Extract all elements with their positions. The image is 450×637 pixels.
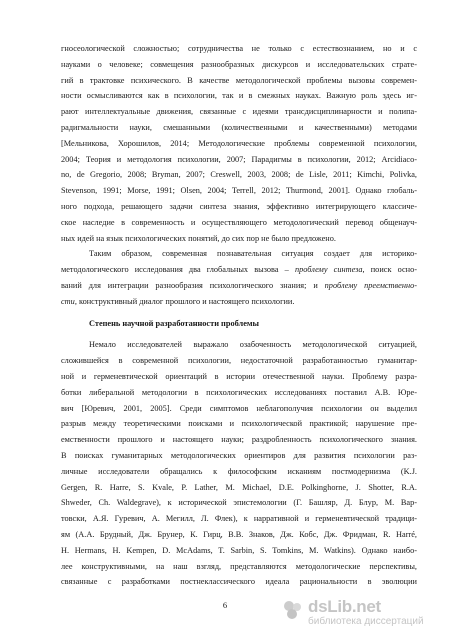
paragraph-line (61, 278, 417, 294)
text-line: ной и герменевтической ориентаций в истории отечественной науки. Проблему разра- (61, 371, 417, 381)
watermark (282, 599, 442, 629)
text-line: ское наследие в современность и осуществляющего методологический перевод общенауч- (61, 217, 417, 227)
body-text (61, 41, 417, 590)
text-line: связанные с разработками постнеклассического идеала рациональности в эволюции (61, 577, 417, 587)
text-line: Немало исследователей выражало озабоченность методологической ситуацией, (89, 340, 417, 350)
dslib-logo-icon (282, 599, 304, 621)
text-line: Stevenson, 1991; Morse, 1991; Olsen, 2004; Terrell, 2012; Thurmond, 2001]. Однако глобаль- (61, 186, 417, 196)
text-line: Shweder, Ch. Waldegrave), к исторической эпистемологии (Г. Башляр, Д. Блур, М. Вар- (61, 498, 417, 508)
text-line: емственности прошлого и настоящего науки; раздробленность психологического знания. (61, 435, 417, 445)
text-line: ности осмысливаются как в психологии, так и в смежных науках. Важную роль здесь иг- (61, 91, 417, 101)
text-line: гносеологической сложностью; сотрудничества не только с естествознанием, но и с (61, 44, 417, 53)
text-line: науками о человеке; совмещения разнообразных дискурсов и исследовательских страте- (61, 59, 417, 69)
text-line: Gergen, R. Harre, S. Kvale, P. Lather, M. Michael, D.E. Polkinghorne, J. Shotter, R.A. (61, 482, 417, 492)
text-line: В поисках гуманитарных методологических ориентиров для развития психологии раз- (61, 450, 417, 460)
paragraph-line: Таким образом, современная познавательная ситуация создает для историко- (89, 249, 417, 259)
text-line: ботки либеральной методологии в психологических исследованиях поставил А.В. Юре- (61, 387, 417, 397)
text-span: методологического исследования два глобальных вызова – (61, 265, 295, 275)
text-line: радигмальности науки, смешанными (количественными и качественными) методами (61, 122, 417, 132)
watermark-site: dsLib.net (308, 597, 381, 616)
watermark-caption: библиотека диссертаций (308, 616, 424, 627)
text-span: ваний для интеграции разнообразия психологического знания; и (61, 280, 325, 290)
emphasis-text: проблему синтеза (294, 265, 363, 275)
text-span: , поиск осно- (362, 265, 417, 275)
text-line: товски, А.Я. Гуревич, А. Мегилл, Л. Флек), к нарративной и герменевтической традици- (61, 514, 417, 524)
text-span: , конструктивный диалог прошлого и настоящего психологии. (74, 296, 295, 306)
text-line: разрыв между теоретическими поисками и психологической практикой; нарушение пре- (61, 419, 417, 429)
text-line: рают интеллектуальные движения, связанные с идеями трансдисциплинарности и полипа- (61, 107, 417, 117)
page-number: 6 (222, 600, 228, 610)
text-line: личные исследователи обращались к философским исканиям постмодернизма (K.J. (61, 466, 417, 476)
text-line: сложившейся в современной психологии, недостаточной разработанностью гуманитар- (61, 356, 417, 366)
text-line: H. Hermans, H. Kempen, D. McAdams, T. Sarbin, S. Tomkins, M. Watkins). Однако наибо- (61, 545, 417, 555)
emphasis-text: проблему преемственно- (324, 280, 417, 290)
text-line: no, de Gregorio, 2008; Bryman, 2007; Creswell, 2003, 2008; de Lisle, 2011; Kimchi, Polivka, (61, 170, 417, 180)
text-line: гий в трактовке психического. В качестве методологической проблемы вызовы современ- (61, 75, 417, 85)
paragraph-line (61, 294, 417, 310)
emphasis-text: сти (61, 296, 75, 306)
text-line: [Мельникова, Хорошилов, 2014; Методологические проблемы современной психологии, (61, 138, 417, 148)
text-line: ного подхода, решающего задачи синтеза знания, эффективно интегрирующего классиче- (61, 201, 417, 211)
paragraph-line (61, 262, 417, 278)
text-line: вич [Юревич, 2001, 2005]. Среди симптомов неблагополучия психологии он выделил (61, 403, 417, 413)
text-line: ям (А.А. Брудный, Дж. Брунер, К. Гирц, В.В. Знаков, Дж. Кобс, Дж. Фридман, R. Harré, (61, 529, 417, 539)
text-line: лее конструктивными, на наш взгляд, представляются методологические перспективы, (61, 561, 417, 571)
section-heading: Степень научной разработанности проблемы (89, 318, 260, 328)
text-line: 2004; Теория и методология психологии, 2007; Парадигмы в психологии, 2012; Arcidiaco- (61, 154, 417, 164)
text-line: ных идей на язык психологических понятий, до сих пор не было предложено. (61, 233, 336, 243)
